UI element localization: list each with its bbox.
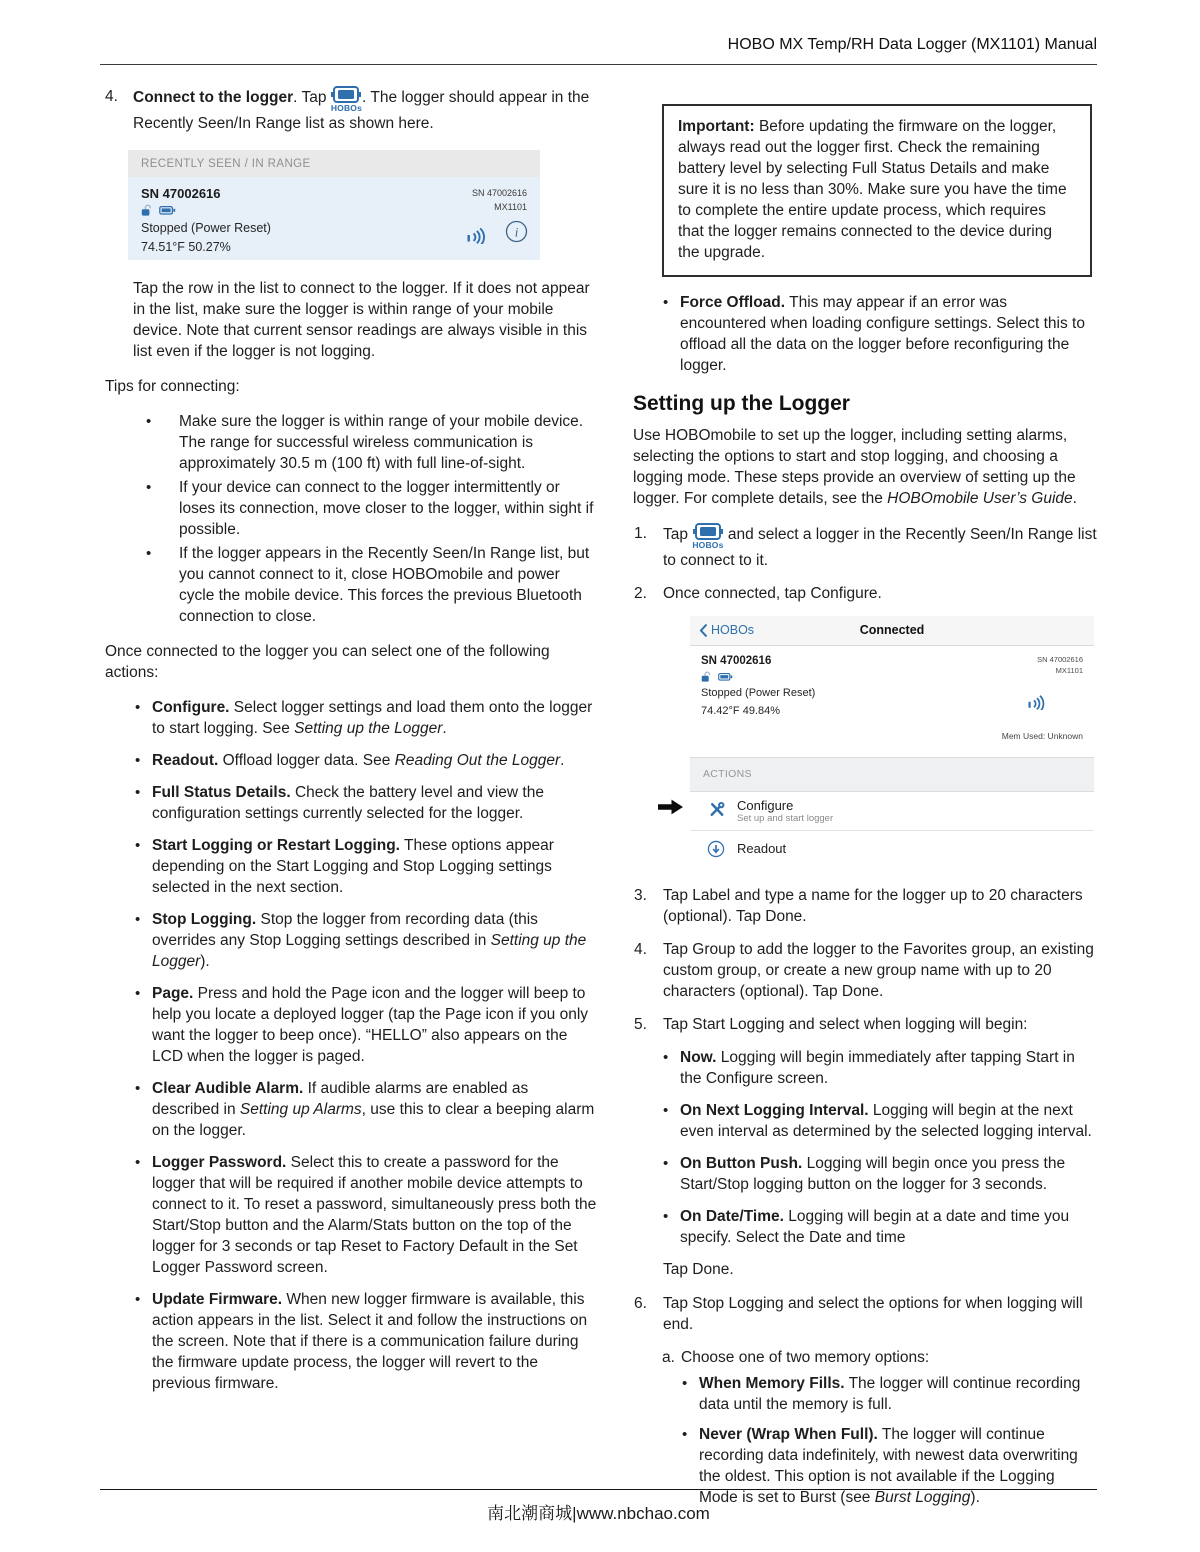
bullet-icon: •: [135, 984, 141, 1002]
tap-done-note: Tap Done.: [663, 1260, 734, 1278]
logger-status: Stopped (Power Reset): [141, 220, 271, 235]
bullet-icon: •: [146, 478, 152, 496]
list-item-text: [179, 413, 583, 472]
text-run: These options appear depending on the Start Logging and Stop Logging settings selected in the next section.: [152, 836, 554, 896]
list-item: [105, 909, 598, 972]
text-run: The logger will continue recording data indefinitely, with newest data overwriting the oldest. This option is not available if the Logging Mode is set to Burst (see: [699, 1425, 1078, 1506]
info-icon: [504, 219, 529, 244]
list-item-text: [680, 1208, 1069, 1246]
bullet-icon: •: [135, 698, 141, 716]
setup-step-6: [633, 1293, 1097, 1335]
text-run: Check the battery level and view the configuration settings currently selected for the logger.: [152, 783, 544, 822]
list-item-text: [680, 1155, 1065, 1193]
list-item: [105, 411, 598, 474]
substep-a: [633, 1347, 1097, 1368]
text-run: .: [1072, 490, 1077, 507]
text-run: Page.: [152, 984, 194, 1002]
pointer-arrow-icon: [658, 799, 684, 815]
list-item: [105, 835, 598, 898]
step-text: [663, 1016, 1028, 1033]
bullet-icon: •: [663, 1048, 669, 1066]
text-run: Logging will begin once you press the Start/Stop logging button on the logger for 3 seconds.: [680, 1154, 1066, 1193]
bullet-icon: •: [135, 1079, 141, 1097]
important-note-box: [662, 104, 1092, 277]
setup-step-4: [633, 939, 1097, 1002]
bullet-icon: •: [135, 783, 141, 801]
signal-strength-icon: [1026, 690, 1050, 710]
step-number: 6.: [634, 1294, 647, 1312]
back-chevron-icon: [699, 623, 708, 638]
step-number: 4.: [634, 940, 647, 958]
hobos-label: HOBOs: [692, 540, 724, 550]
list-item: [105, 750, 598, 771]
setup-step-5: [633, 1014, 1097, 1035]
text-run: Readout.: [152, 751, 219, 769]
svg-text:i: i: [514, 224, 519, 239]
text-run: Clear Audible Alarm.: [152, 1079, 304, 1097]
text-run: HOBOmobile User’s Guide: [887, 490, 1073, 507]
list-item-text: [152, 752, 564, 769]
text-run: When new logger firmware is available, this action appears in the list. Select it and follow the instructions on the screen. Note that if there is a communication failure during the firmware update process, the logger will revert to the previous firmware.: [152, 1290, 588, 1392]
setup-step-3: [633, 885, 1097, 927]
text-run: Make sure the logger is within range of your mobile device. The range for successful wireless communication is approximately 30.5 m (100 ft) with full line-of-sight.: [179, 412, 584, 472]
logger-serial: SN 47002616: [701, 654, 772, 667]
text-run: If your device can connect to the logger intermittently or loses its connection, move closer to the logger, within sight if possible.: [179, 478, 594, 538]
list-item: [105, 1289, 598, 1394]
memory-used-label: Mem Used: Unknown: [1001, 730, 1083, 741]
logger-serial: SN 47002616: [141, 185, 221, 201]
bullet-icon: •: [663, 1101, 669, 1119]
logger-info-panel: [690, 646, 1094, 724]
text-run: On Date/Time.: [680, 1207, 784, 1225]
text-run: Tap Group to add the logger to the Favorites group, an existing custom group, or create a new group name with up to 20 characters (optional). Tap Done.: [663, 940, 1094, 1000]
text-run: Select logger settings and load them onto the logger to start logging. See: [152, 698, 593, 737]
hobos-app-icon: [692, 523, 723, 550]
battery-icon: [718, 672, 733, 682]
text-run: . Tap: [293, 89, 331, 106]
step-text: [663, 526, 1097, 569]
text-run: Use HOBOmobile to set up the logger, including setting alarms, selecting the options to start and stop logging, and choosing a logging mode. These steps provide an overview of setting up the logger. For complete details, see the: [633, 427, 1076, 507]
step-number: 1.: [634, 525, 647, 542]
list-item-text: [152, 911, 586, 970]
configure-action-subtitle: Set up and start logger: [737, 812, 834, 824]
text-run: Burst Logging: [874, 1488, 971, 1506]
bullet-icon: •: [135, 910, 141, 928]
text-run: ).: [970, 1488, 980, 1506]
bullet-icon: •: [663, 1154, 669, 1172]
list-item-text: [680, 1102, 1092, 1140]
setup-step-1: [633, 523, 1097, 571]
tips-heading: Tips for connecting:: [105, 377, 240, 395]
paragraph-tap-row: Tap the row in the list to connect to the logger. If it does not appear in the list, make sure the logger is within range of your mobile device. Note that current sensor readings are always visible in this list even if the logger is not logging.: [133, 279, 590, 360]
logger-actions-list: [105, 697, 598, 1394]
list-item: [633, 292, 1097, 376]
list-item: [105, 477, 598, 540]
text-run: Tap Stop Logging and select the options for when logging will end.: [663, 1294, 1083, 1333]
section-heading: Setting up the Logger: [633, 392, 850, 415]
list-item: [105, 983, 598, 1067]
substep-label: a.: [662, 1348, 675, 1366]
screenshot-recently-seen: [128, 150, 540, 260]
unlocked-padlock-icon: [701, 671, 712, 683]
text-run: On Button Push.: [680, 1154, 803, 1172]
tips-list: [105, 411, 598, 627]
list-item-text: [152, 784, 544, 822]
step-text: [663, 941, 1094, 1000]
step-number: 2.: [634, 584, 647, 602]
sensor-reading: 74.51°F 50.27%: [141, 239, 231, 254]
text-run: . The logger should appear in the Recently Seen/In Range list as shown here.: [133, 89, 590, 132]
bullet-icon: •: [682, 1374, 688, 1392]
list-item: [633, 1373, 1097, 1415]
status-icons: [701, 670, 1084, 684]
list-item: [105, 1152, 598, 1278]
bullet-icon: •: [135, 751, 141, 769]
back-button: [699, 616, 754, 645]
text-run: Important:: [678, 118, 755, 135]
text-run: Tap: [663, 526, 693, 543]
step-number: 3.: [634, 886, 647, 904]
list-item: [633, 1047, 1097, 1089]
nav-bar: [690, 616, 1094, 646]
bullet-icon: •: [135, 1153, 141, 1171]
memory-options-list: [633, 1373, 1097, 1508]
configure-action-row: [690, 792, 1094, 831]
bullet-icon: •: [682, 1425, 688, 1443]
nav-title: Connected: [859, 622, 925, 637]
text-run: Once connected, tap Configure.: [663, 584, 882, 602]
text-run: Stop Logging.: [152, 910, 257, 928]
unlocked-padlock-icon: [141, 204, 153, 217]
text-run: Reading Out the Logger: [394, 751, 561, 769]
text-run: Setting up Alarms: [239, 1100, 362, 1118]
list-item-text: [152, 699, 592, 737]
actions-section-header: ACTIONS: [690, 757, 1094, 792]
text-run: Stop the logger from recording data (this overrides any Stop Logging settings described in: [152, 910, 538, 949]
text-run: When Memory Fills.: [699, 1374, 845, 1392]
text-run: Full Status Details.: [152, 783, 291, 801]
text-run: Configure.: [152, 698, 230, 716]
step-text: [663, 887, 1083, 925]
list-item: [633, 1153, 1097, 1195]
step-text: [663, 1295, 1083, 1333]
paragraph-once-connected: Once connected to the logger you can select one of the following actions:: [105, 642, 550, 681]
hobos-device-glyph: [333, 86, 359, 103]
text-run: Setting up the Logger: [294, 719, 443, 737]
text-run: Tap Label and type a name for the logger up to 20 characters (optional). Tap Done.: [663, 886, 1083, 925]
text-run: Select this to create a password for the logger that will be required if another mobile device attempts to connect to it. To reset a password, simultaneously press both the Start/Stop button and the Alarm/Stats button on the top of the logger for 3 seconds or tap Reset to Factory Default in the Set Logger Password screen.: [152, 1153, 597, 1276]
text-run: Now.: [680, 1048, 717, 1066]
step-number: 4.: [105, 88, 118, 105]
list-item-text: [680, 1049, 1075, 1087]
logger-serial-small: SN 47002616: [1037, 654, 1083, 664]
text-run: Force Offload.: [680, 294, 786, 311]
sensor-reading: 74.42°F 49.84%: [701, 704, 781, 717]
header-title: HOBO MX Temp/RH Data Logger (MX1101) Manual: [727, 36, 1097, 53]
logger-id-block: [1037, 654, 1083, 676]
bullet-icon: •: [146, 544, 152, 562]
list-item: [105, 782, 598, 824]
configure-tools-icon: [707, 800, 726, 819]
text-run: ).: [200, 952, 210, 970]
step-connect-to-logger: [105, 86, 598, 134]
list-item-text: [680, 294, 1085, 374]
left-column: [105, 86, 598, 1405]
text-run: Before updating the firmware on the logger, always read out the logger first. Check the remaining battery level by selecting Full Status Details and make sure it is no less than 30%. Make sure you have the time to complete the entire update process, which requires that the logger remains connected to the device during the upgrade.: [678, 118, 1067, 261]
force-offload-list: [633, 292, 1097, 376]
page-header: [100, 34, 1097, 65]
footer-text: 南北潮商城|www.nbchao.com: [487, 1504, 710, 1523]
list-item-text: [152, 985, 588, 1065]
text-run: If audible alarms are enabled as described in: [152, 1079, 529, 1118]
logger-model: MX1101: [1055, 665, 1083, 675]
text-run: Logging will begin immediately after tapping Start in the Configure screen.: [680, 1048, 1075, 1087]
text-run: Logger Password.: [152, 1153, 287, 1171]
battery-icon: [159, 205, 176, 216]
list-item: [105, 697, 598, 739]
list-item: [633, 1206, 1097, 1248]
text-run: .: [442, 719, 447, 737]
readout-action-title: Readout: [737, 840, 787, 856]
list-item-text: [179, 545, 589, 625]
signal-strength-icon: [465, 222, 491, 244]
logger-list-row: [128, 177, 540, 260]
text-run: On Next Logging Interval.: [680, 1101, 869, 1119]
screenshot-connected: [690, 616, 1094, 867]
text-run: Logging will begin at a date and time you specify. Select the Date and time: [680, 1207, 1070, 1246]
text-run: Logging will begin at the next even interval as determined by the selected logging interval.: [680, 1101, 1092, 1140]
recently-seen-header: RECENTLY SEEN / IN RANGE: [128, 150, 540, 177]
logger-model: MX1101: [494, 201, 527, 212]
text-run: The logger will continue recording data until the memory is full.: [699, 1374, 1081, 1413]
text-run: This may appear if an error was encountered when loading configure settings. Select this to offload all the data on the logger before reconfiguring the logger.: [680, 294, 1085, 374]
configure-action-title: Configure: [737, 797, 794, 813]
list-item-text: [179, 479, 593, 538]
hobos-label: HOBOs: [330, 103, 363, 113]
list-item: [105, 543, 598, 627]
bullet-icon: •: [135, 1290, 141, 1308]
list-item: [633, 1100, 1097, 1142]
hobos-app-icon: [331, 86, 362, 113]
text-run: Update Firmware.: [152, 1290, 283, 1308]
text-run: and select a logger in the Recently Seen/In Range list to connect to it.: [663, 526, 1097, 569]
list-item-text: [152, 837, 554, 896]
step-text: [133, 89, 589, 132]
start-logging-options: [633, 1047, 1097, 1248]
substep-text: Choose one of two memory options:: [681, 1348, 930, 1366]
step-text: [663, 585, 882, 602]
text-run: If the logger appears in the Recently Seen/In Range list, but you cannot connect to it, close HOBOmobile and power cycle the mobile device. This forces the previous Bluetooth connection to close.: [179, 544, 590, 625]
text-run: Press and hold the Page icon and the logger will beep to help you locate a deployed logger (tap the Page icon if you only want the logger to beep once). “HELLO” also appears on the LCD when the logger is paged.: [152, 984, 589, 1065]
step-number: 5.: [634, 1015, 647, 1033]
text-run: Setting up the Logger: [152, 931, 587, 970]
status-icons: [141, 204, 528, 218]
readout-download-icon: [707, 840, 725, 858]
right-column: [633, 92, 1097, 1517]
text-run: Tap Start Logging and select when logging will begin:: [663, 1015, 1028, 1033]
bullet-icon: •: [663, 294, 669, 311]
text-run: Start Logging or Restart Logging.: [152, 836, 400, 854]
hobos-device-glyph: [695, 523, 721, 540]
back-label: HOBOs: [711, 622, 755, 637]
list-item-text: [152, 1291, 587, 1392]
list-item-text: [152, 1154, 596, 1276]
readout-action-row: [690, 831, 1094, 867]
bullet-icon: •: [146, 412, 152, 430]
text-run: Offload logger data. See: [218, 751, 395, 769]
bullet-icon: •: [135, 836, 141, 854]
list-item-text: [699, 1375, 1080, 1413]
logger-status: Stopped (Power Reset): [701, 686, 816, 699]
section-intro: [633, 425, 1097, 509]
logger-serial-small: SN 47002616: [471, 187, 527, 198]
list-item: [105, 1078, 598, 1141]
text-run: , use this to clear a beeping alarm on the logger.: [152, 1100, 595, 1139]
bullet-icon: •: [663, 1207, 669, 1225]
text-run: Connect to the logger: [133, 89, 294, 106]
logger-id-block: [472, 186, 527, 214]
text-run: Never (Wrap When Full).: [699, 1425, 878, 1443]
page-footer: [100, 1489, 1097, 1524]
text-run: .: [560, 751, 565, 769]
list-item-text: [152, 1080, 594, 1139]
setup-step-2: [633, 583, 1097, 604]
